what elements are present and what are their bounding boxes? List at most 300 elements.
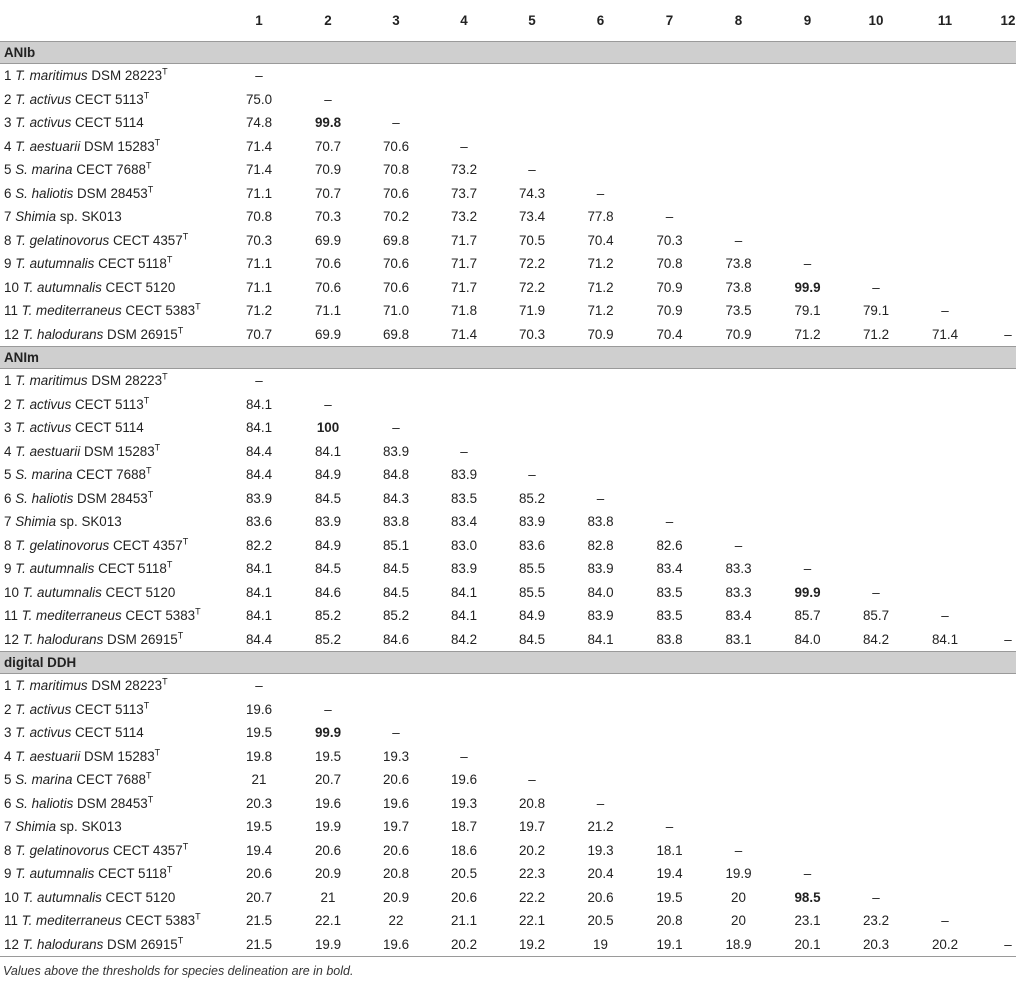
strain-number: 6 (4, 490, 12, 506)
strain-genus: T. (21, 303, 33, 319)
column-header: 8 (704, 0, 773, 42)
value-cell (773, 182, 842, 206)
table-row (0, 721, 1016, 745)
value-cell: 18.1 (656, 842, 683, 858)
value-cell (635, 111, 704, 135)
strain-number: 12 (4, 936, 19, 952)
value-cell (635, 416, 704, 440)
value-cell (910, 463, 980, 487)
value-cell: 70.6 (314, 279, 342, 295)
value-cell: 84.0 (587, 584, 614, 600)
value-cell: 70.3 (314, 209, 342, 225)
value-cell: – (528, 162, 536, 178)
value-cell (910, 557, 980, 581)
strain-id: CECT 4357 (112, 842, 183, 858)
strain-id: CECT 5113 (75, 91, 144, 107)
value-cell: – (528, 772, 536, 788)
strain-number: 6 (4, 185, 12, 201)
value-cell (362, 88, 430, 112)
strain-name (0, 510, 224, 534)
strain-genus: T. (15, 232, 26, 248)
strain-number: 8 (4, 232, 12, 248)
type-strain-mark: T (154, 747, 161, 758)
type-strain-mark: T (145, 160, 152, 171)
value-cell: 73.4 (518, 209, 546, 225)
value-cell: 20.4 (587, 866, 614, 882)
strain-id: CECT 5118 (98, 256, 167, 272)
value-cell: 20.3 (842, 933, 910, 957)
value-cell: 70.4 (587, 232, 614, 248)
strain-genus: T. (22, 584, 34, 600)
value-cell: 71.1 (245, 185, 273, 201)
value-cell (498, 393, 566, 417)
strain-genus: T. (15, 561, 26, 577)
table-row (0, 792, 1016, 816)
value-cell (910, 745, 980, 769)
value-cell: 19.5 (314, 748, 342, 764)
strain-number: 4 (4, 443, 12, 459)
value-cell: 73.7 (450, 185, 478, 201)
value-cell: 74.8 (245, 115, 273, 131)
value-cell (704, 393, 773, 417)
type-strain-mark: T (166, 254, 173, 265)
strain-number: 7 (4, 209, 12, 225)
value-cell (430, 698, 498, 722)
value-cell (430, 88, 498, 112)
strain-genus: Shimia (15, 819, 57, 835)
strain-name (0, 698, 224, 722)
value-cell (980, 768, 1016, 792)
value-cell (980, 815, 1016, 839)
value-cell: 83.3 (725, 584, 752, 600)
value-cell: 70.4 (656, 326, 683, 342)
value-cell (704, 674, 773, 698)
value-cell: 70.6 (314, 256, 342, 272)
value-cell (910, 369, 980, 393)
value-cell (773, 839, 842, 863)
type-strain-mark: T (143, 395, 150, 406)
value-cell: 20.9 (382, 889, 410, 905)
value-cell: 71.1 (245, 279, 273, 295)
value-cell (910, 393, 980, 417)
value-cell: 22.2 (518, 889, 546, 905)
table-row (0, 628, 1016, 652)
value-cell (430, 64, 498, 88)
value-cell: 83.9 (587, 608, 614, 624)
value-cell (842, 487, 910, 511)
table-row (0, 581, 1016, 605)
value-cell: – (255, 373, 263, 389)
strain-number: 9 (4, 866, 12, 882)
value-cell: 84.3 (382, 490, 410, 506)
strain-id: CECT 7688 (76, 772, 146, 788)
strain-number: 2 (4, 91, 12, 107)
strain-species: aestuarii (29, 748, 81, 764)
value-cell (704, 721, 773, 745)
value-cell: 84.1 (245, 561, 273, 577)
table-row (0, 534, 1016, 558)
value-cell (773, 369, 842, 393)
value-cell: – (460, 748, 468, 764)
strain-genus: Shimia (15, 209, 57, 225)
type-strain-mark: T (145, 465, 152, 476)
value-cell (635, 158, 704, 182)
value-cell: 84.1 (450, 584, 478, 600)
strain-species: maritimus (29, 68, 88, 84)
value-cell (842, 745, 910, 769)
table-row (0, 674, 1016, 698)
value-cell (910, 205, 980, 229)
strain-id: sp. SK013 (59, 819, 122, 835)
strain-species: mediterraneus (36, 608, 122, 624)
value-cell: – (872, 584, 880, 600)
value-cell: 22.3 (518, 866, 546, 882)
strain-number: 5 (4, 772, 12, 788)
value-cell: 20.3 (245, 795, 273, 811)
value-cell (635, 182, 704, 206)
value-cell (980, 299, 1016, 323)
value-cell (980, 604, 1016, 628)
value-cell (842, 64, 910, 88)
value-cell (910, 88, 980, 112)
value-cell: 20.5 (450, 866, 478, 882)
value-cell (842, 440, 910, 464)
strain-name (0, 745, 224, 769)
strain-id: DSM 26915 (107, 631, 178, 647)
value-cell: 20.8 (656, 913, 683, 929)
value-cell: 84.1 (314, 443, 342, 459)
header-corner (0, 0, 224, 42)
value-cell: 20.6 (382, 772, 410, 788)
value-cell: 99.9 (794, 279, 821, 295)
strain-genus: T. (22, 326, 34, 342)
strain-number: 11 (4, 303, 18, 319)
value-cell: 70.8 (382, 162, 410, 178)
table-row (0, 252, 1016, 276)
strain-id: CECT 7688 (76, 162, 146, 178)
section-title: ANIm (0, 347, 1016, 369)
value-cell: 83.1 (725, 631, 752, 647)
value-cell (842, 862, 910, 886)
value-cell: 85.7 (862, 608, 890, 624)
value-cell (773, 393, 842, 417)
column-header: 7 (635, 0, 704, 42)
value-cell: 19.4 (245, 842, 273, 858)
value-cell: 19.9 (294, 933, 362, 957)
value-cell: – (596, 795, 605, 811)
value-cell (362, 674, 430, 698)
table-row (0, 839, 1016, 863)
value-cell: 84.2 (450, 631, 478, 647)
value-cell: 84.1 (245, 420, 273, 436)
value-cell: – (665, 514, 674, 530)
value-cell (910, 229, 980, 253)
value-cell: 85.2 (314, 608, 342, 624)
strain-name (0, 674, 224, 698)
value-cell: – (596, 490, 605, 506)
value-cell: 83.8 (656, 631, 683, 647)
value-cell (566, 158, 635, 182)
value-cell (362, 64, 430, 88)
table-row (0, 604, 1016, 628)
strain-id: CECT 7688 (76, 467, 146, 483)
value-cell: 83.9 (518, 514, 546, 530)
type-strain-mark: T (162, 371, 168, 382)
value-cell: 20.7 (314, 772, 342, 788)
value-cell: 79.1 (794, 303, 821, 319)
value-cell: 21 (251, 772, 267, 788)
table-row (0, 815, 1016, 839)
value-cell (910, 815, 980, 839)
section-title: ANIb (0, 42, 1016, 64)
value-cell (980, 557, 1016, 581)
strain-number: 2 (4, 396, 12, 412)
value-cell (910, 135, 980, 159)
value-cell (980, 276, 1016, 300)
value-cell: 70.7 (314, 138, 342, 154)
strain-number: 12 (4, 631, 19, 647)
strain-id: DSM 28453 (77, 185, 148, 201)
value-cell: 19.6 (245, 701, 273, 717)
value-cell (842, 839, 910, 863)
value-cell (773, 815, 842, 839)
strain-name (0, 581, 224, 605)
header-row (0, 0, 1016, 42)
strain-number: 6 (4, 795, 12, 811)
value-cell (566, 745, 635, 769)
value-cell (910, 158, 980, 182)
value-cell: – (324, 396, 332, 412)
type-strain-mark: T (195, 301, 201, 312)
strain-number: 10 (4, 889, 19, 905)
value-cell (773, 698, 842, 722)
strain-number: 3 (4, 725, 12, 741)
value-cell: 100 (316, 420, 340, 436)
value-cell: 84.4 (245, 631, 273, 647)
column-header: 5 (498, 0, 566, 42)
value-cell (498, 698, 566, 722)
value-cell: 19.2 (498, 933, 566, 957)
value-cell: 70.9 (314, 162, 342, 178)
value-cell (704, 510, 773, 534)
table-row (0, 698, 1016, 722)
value-cell: 73.2 (450, 209, 478, 225)
value-cell (980, 581, 1016, 605)
value-cell (980, 862, 1016, 886)
strain-name (0, 369, 224, 393)
strain-genus: T. (21, 913, 33, 929)
value-cell: 20.2 (430, 933, 498, 957)
value-cell: 83.0 (450, 537, 478, 553)
value-cell: – (941, 303, 949, 319)
strain-species: halodurans (37, 936, 104, 952)
value-cell (362, 698, 430, 722)
footnote: Values above the thresholds for species delineation are in bold. (3, 964, 354, 978)
strain-number: 1 (4, 68, 12, 84)
value-cell (842, 416, 910, 440)
strain-species: halodurans (37, 631, 104, 647)
value-cell (498, 440, 566, 464)
table-row (0, 862, 1016, 886)
value-cell: 70.6 (382, 279, 410, 295)
value-cell: 84.8 (382, 467, 410, 483)
table-row (0, 745, 1016, 769)
value-cell: 19.9 (314, 819, 342, 835)
value-cell (842, 88, 910, 112)
strain-genus: S. (15, 185, 28, 201)
value-cell (635, 463, 704, 487)
value-cell: – (665, 209, 674, 225)
value-cell: 83.5 (656, 608, 683, 624)
value-cell (842, 557, 910, 581)
strain-name (0, 557, 224, 581)
value-cell: 71.7 (450, 256, 478, 272)
value-cell: – (665, 819, 674, 835)
value-cell: 84.1 (245, 608, 273, 624)
value-cell (910, 534, 980, 558)
table-row (0, 158, 1016, 182)
value-cell (635, 698, 704, 722)
value-cell: 21.2 (587, 819, 614, 835)
value-cell (773, 135, 842, 159)
section-header-row (0, 652, 1016, 674)
value-cell: – (980, 933, 1016, 957)
value-cell (980, 487, 1016, 511)
value-cell (498, 674, 566, 698)
value-cell: 71.2 (587, 303, 614, 319)
strain-id: DSM 15283 (83, 443, 155, 459)
strain-number: 1 (4, 373, 12, 389)
value-cell: 22.1 (518, 913, 546, 929)
strain-genus: T. (15, 256, 26, 272)
table-row (0, 205, 1016, 229)
strain-number: 12 (4, 326, 19, 342)
value-cell (635, 745, 704, 769)
value-cell: 69.9 (314, 326, 342, 342)
value-cell: 71.2 (862, 326, 890, 342)
value-cell (704, 369, 773, 393)
value-cell: 71.9 (518, 303, 546, 319)
value-cell: 71.1 (245, 256, 273, 272)
strain-id: DSM 28453 (77, 795, 148, 811)
strain-id: CECT 5383 (125, 303, 196, 319)
strain-id: sp. SK013 (59, 514, 122, 530)
value-cell (910, 416, 980, 440)
strain-species: marina (31, 162, 73, 178)
value-cell: 19.6 (450, 772, 478, 788)
strain-id: DSM 26915 (107, 936, 178, 952)
strain-name (0, 628, 224, 652)
value-cell (635, 768, 704, 792)
strain-species: autumnalis (37, 584, 102, 600)
value-cell: 70.8 (245, 209, 273, 225)
value-cell (704, 792, 773, 816)
value-cell (430, 721, 498, 745)
value-cell (566, 768, 635, 792)
strain-id: CECT 5120 (105, 584, 176, 600)
value-cell: 71.4 (450, 326, 478, 342)
strain-id: DSM 28223 (91, 678, 163, 694)
strain-name (0, 440, 224, 464)
value-cell: – (596, 185, 605, 201)
value-cell (704, 416, 773, 440)
type-strain-mark: T (147, 184, 154, 195)
strain-number: 9 (4, 561, 12, 577)
value-cell: 18.9 (704, 933, 773, 957)
strain-number: 8 (4, 842, 12, 858)
strain-number: 10 (4, 279, 19, 295)
strain-species: mediterraneus (36, 913, 122, 929)
value-cell: – (324, 701, 332, 717)
type-strain-mark: T (166, 559, 173, 570)
strain-genus: T. (22, 889, 34, 905)
table-row (0, 909, 1016, 933)
value-cell (566, 64, 635, 88)
value-cell: 20 (731, 889, 746, 905)
strain-name (0, 604, 224, 628)
value-cell: 19.7 (518, 819, 546, 835)
strain-genus: S. (15, 162, 28, 178)
table-row (0, 487, 1016, 511)
type-strain-mark: T (166, 864, 173, 875)
strain-name (0, 229, 224, 253)
value-cell (294, 674, 362, 698)
value-cell (980, 393, 1016, 417)
value-cell (980, 698, 1016, 722)
value-cell: 84.6 (382, 631, 410, 647)
value-cell (842, 111, 910, 135)
value-cell (635, 369, 704, 393)
strain-number: 9 (4, 256, 12, 272)
value-cell: 70.3 (518, 326, 546, 342)
value-cell: 83.6 (518, 537, 546, 553)
strain-name (0, 158, 224, 182)
value-cell (980, 674, 1016, 698)
value-cell (980, 229, 1016, 253)
value-cell (773, 487, 842, 511)
value-cell (910, 721, 980, 745)
table-row (0, 416, 1016, 440)
strain-name (0, 416, 224, 440)
value-cell (430, 416, 498, 440)
value-cell (910, 111, 980, 135)
table-row (0, 299, 1016, 323)
value-cell (910, 886, 980, 910)
strain-genus: T. (22, 279, 34, 295)
value-cell (980, 135, 1016, 159)
table-row (0, 182, 1016, 206)
strain-genus: T. (15, 138, 26, 154)
value-cell (566, 440, 635, 464)
strain-genus: T. (15, 420, 26, 436)
type-strain-mark: T (195, 606, 201, 617)
table-row (0, 111, 1016, 135)
value-cell: 84.6 (314, 584, 342, 600)
value-cell (910, 698, 980, 722)
value-cell: 71.8 (450, 303, 478, 319)
value-cell: – (324, 91, 332, 107)
value-cell: 71.2 (794, 326, 821, 342)
value-cell: 71.0 (382, 303, 410, 319)
value-cell: – (803, 256, 812, 272)
strain-species: marina (31, 467, 73, 483)
value-cell (842, 393, 910, 417)
value-cell (704, 815, 773, 839)
value-cell: 84.5 (314, 490, 342, 506)
strain-genus: S. (15, 772, 28, 788)
value-cell: 84.1 (450, 608, 478, 624)
value-cell (980, 792, 1016, 816)
